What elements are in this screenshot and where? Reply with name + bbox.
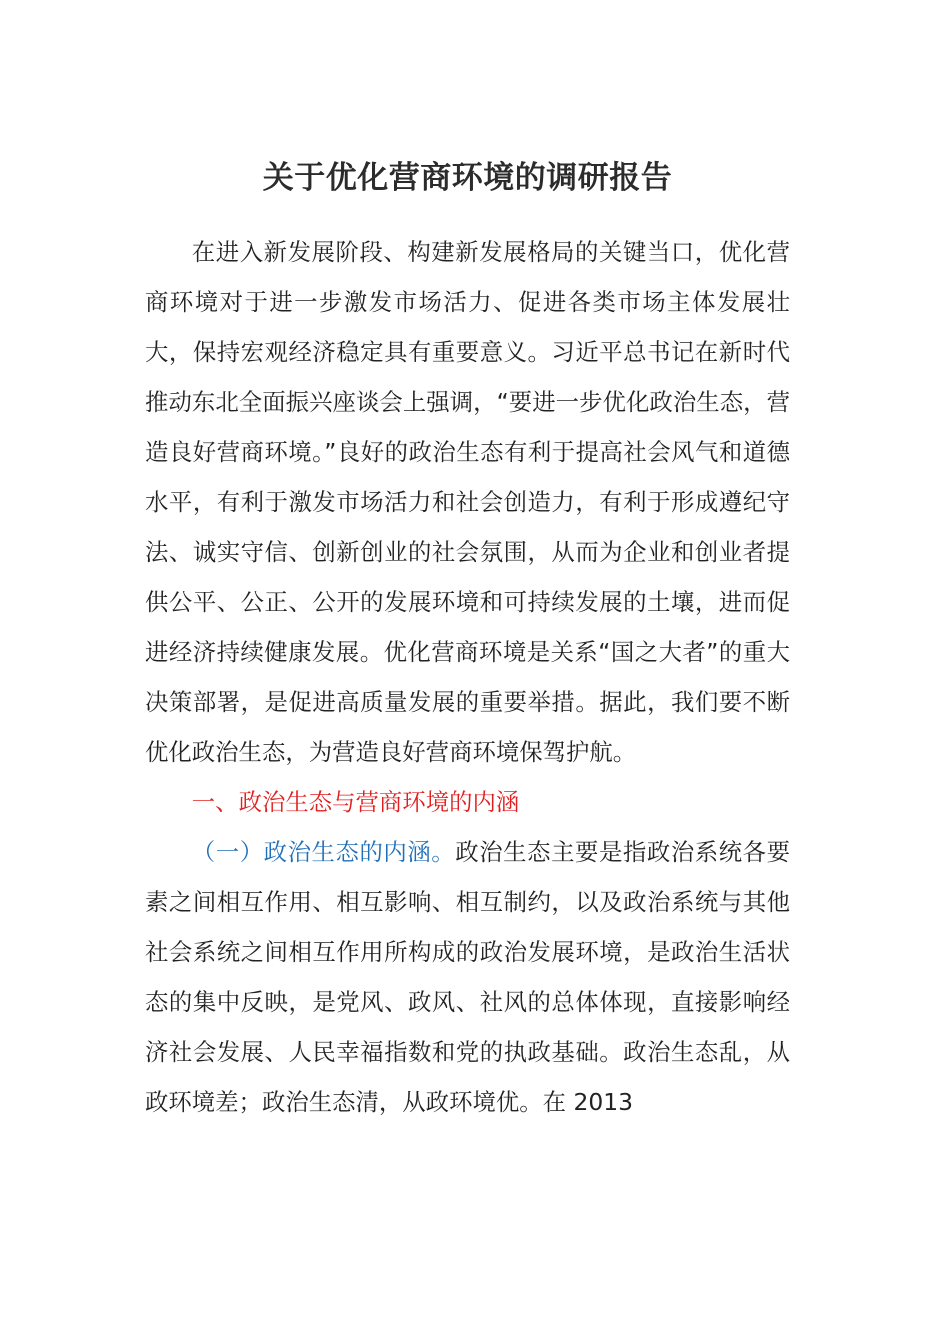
subsection-text: 政治生态主要是指政治系统各要素之间相互作用、相互影响、相互制约，以及政治系统与其他社会系统之间相互作用所构成的政治发展环境，是政治生活状态的集中反映，是党风、政风、社风的总体体现，直接影响经济社会发展、人民幸福指数和党的执政基础。政治生态乱，从政环境差；政治生态清，从政环境优。在 2013 (145, 838, 791, 1116)
subsection-paragraph (145, 827, 790, 1127)
document-title: 关于优化营商环境的调研报告 (262, 160, 673, 196)
section-heading: 一、政治生态与营商环境的内涵 (191, 788, 520, 816)
intro-paragraph: 在进入新发展阶段、构建新发展格局的关键当口，优化营商环境对于进一步激发市场活力、促进各类市场主体发展壮大，保持宏观经济稳定具有重要意义。习近平总书记在新时代推动东北全面振兴座谈会上强调，“要进一步优化政治生态，营造良好营商环境。”良好的政治生态有利于提高社会风气和道德水平，有利于激发市场活力和社会创造力，有利于形成遵纪守法、诚实守信、创新创业的社会氛围，从而为企业和创业者提供公平、公正、公开的发展环境和可持续发展的土壤，进而促进经济持续健康发展。优化营商环境是关系“国之大者”的重大决策部署，是促进高质量发展的重要举措。据此，我们要不断优化政治生态，为营造良好营商环境保驾护航。 (145, 238, 790, 766)
document-page (145, 150, 790, 1127)
subsection-heading: （一）政治生态的内涵。 (191, 838, 456, 866)
